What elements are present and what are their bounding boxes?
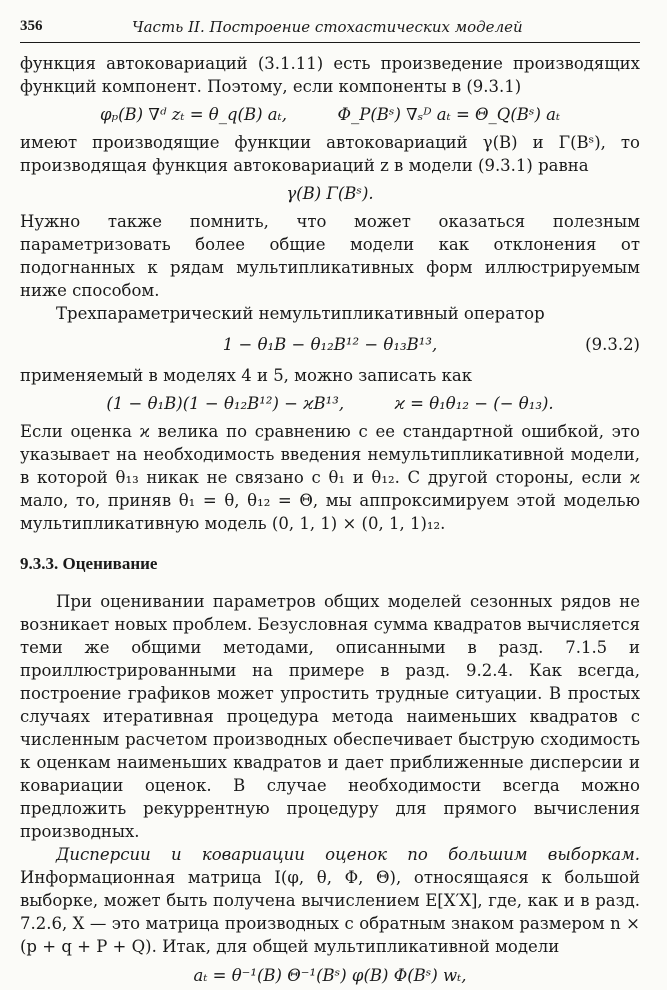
formula-4 <box>20 392 640 415</box>
formula-1 <box>20 103 640 126</box>
page-body <box>20 52 640 987</box>
formula-4-left: (1 − θ₁B)(1 − θ₁₂B¹²) − ϰB¹³, <box>106 394 345 413</box>
page-header <box>20 16 640 43</box>
paragraph-7: При оценивании параметров общих моделей сезонных рядов не возникает новых проблем. Безусловная сумма квадратов вычисляется теми же общими методами, описанными в разд. 7.1.5 и проиллюстрированными на примере в разд. 9.2.4. Как всегда, построение графиков может упростить трудные ситуации. В простых случаях итеративная процедура метода наименьших квадратов с численным расчетом производных обеспечивает быструю сходимость к оценкам наименьших квадратов и дает приближенные дисперсии и ковариации оценок. В случае необходимости всегда можно предложить рекуррентную процедуру для прямого вычисления производных. <box>20 592 640 841</box>
formula-4-right: ϰ = θ₁θ₁₂ − (− θ₁₃). <box>394 394 554 413</box>
paragraph-8-lead: Дисперсии и ковариации оценок по большим выборкам. <box>56 845 640 864</box>
paragraph-5: применяемый в моделях 4 и 5, можно записать как <box>20 366 473 385</box>
formula-1-right: Φ_P(Bˢ) ∇ₛᴰ aₜ = Θ_Q(Bˢ) aₜ <box>337 105 561 124</box>
paragraph-2: имеют производящие функции автоковариаций γ(B) и Γ(Bˢ), то производящая функция автоковариаций z в модели (9.3.1) равна <box>20 133 640 175</box>
paragraph-6: Если оценка ϰ велика по сравнению с ее стандартной ошибкой, это указывает на необходимость введения немультипликативной модели, в которой θ₁₃ никак не связано с θ₁ и θ₁₂. С другой стороны, если ϰ мало, то, приняв θ₁ = θ, θ₁₂ = Θ, мы аппроксимируем этой моделью мультипликативную модель (0, 1, 1) × (0, 1, 1)₁₂. <box>20 422 640 533</box>
paragraph-3: Нужно также помнить, что может оказаться полезным параметризовать более общие модели как отклонения от подогнанных к рядам мультипликативных форм иллюстрируемым ниже способом. <box>20 212 640 300</box>
formula-3-expression: 1 − θ₁B − θ₁₂B¹² − θ₁₃B¹³, <box>222 335 438 354</box>
running-title: Часть II. Построение стохастических моделей <box>132 18 523 36</box>
page-number: 356 <box>20 18 43 34</box>
formula-5: aₜ = θ⁻¹(B) Θ⁻¹(Bˢ) φ(B) Φ(Bˢ) wₜ, <box>193 966 467 985</box>
formula-1-left: φₚ(B) ∇ᵈ zₜ = θ_q(B) aₜ, <box>99 105 287 124</box>
section-heading: 9.3.3. Оценивание <box>20 554 158 573</box>
formula-3 <box>20 333 640 356</box>
paragraph-1: функция автоковариаций (3.1.11) есть произведение производящих функций компонент. Поэтому, если компоненты в (9.3.1) <box>20 54 640 96</box>
formula-2: γ(B) Γ(Bˢ). <box>286 184 374 203</box>
equation-number: (9.3.2) <box>585 335 640 354</box>
paragraph-8 <box>20 843 640 958</box>
paragraph-4: Трехпараметрический немультипликативный оператор <box>56 304 545 323</box>
paragraph-8-rest: Информационная матрица I(φ, θ, Φ, Θ), относящаяся к большой выборке, может быть получена вычислением E[X′X], где, как и в разд. 7.2.6, X — это матрица производных с обратным знаком размером n × (p + q + P + Q). Итак, для общей мультипликативной модели <box>20 868 640 956</box>
